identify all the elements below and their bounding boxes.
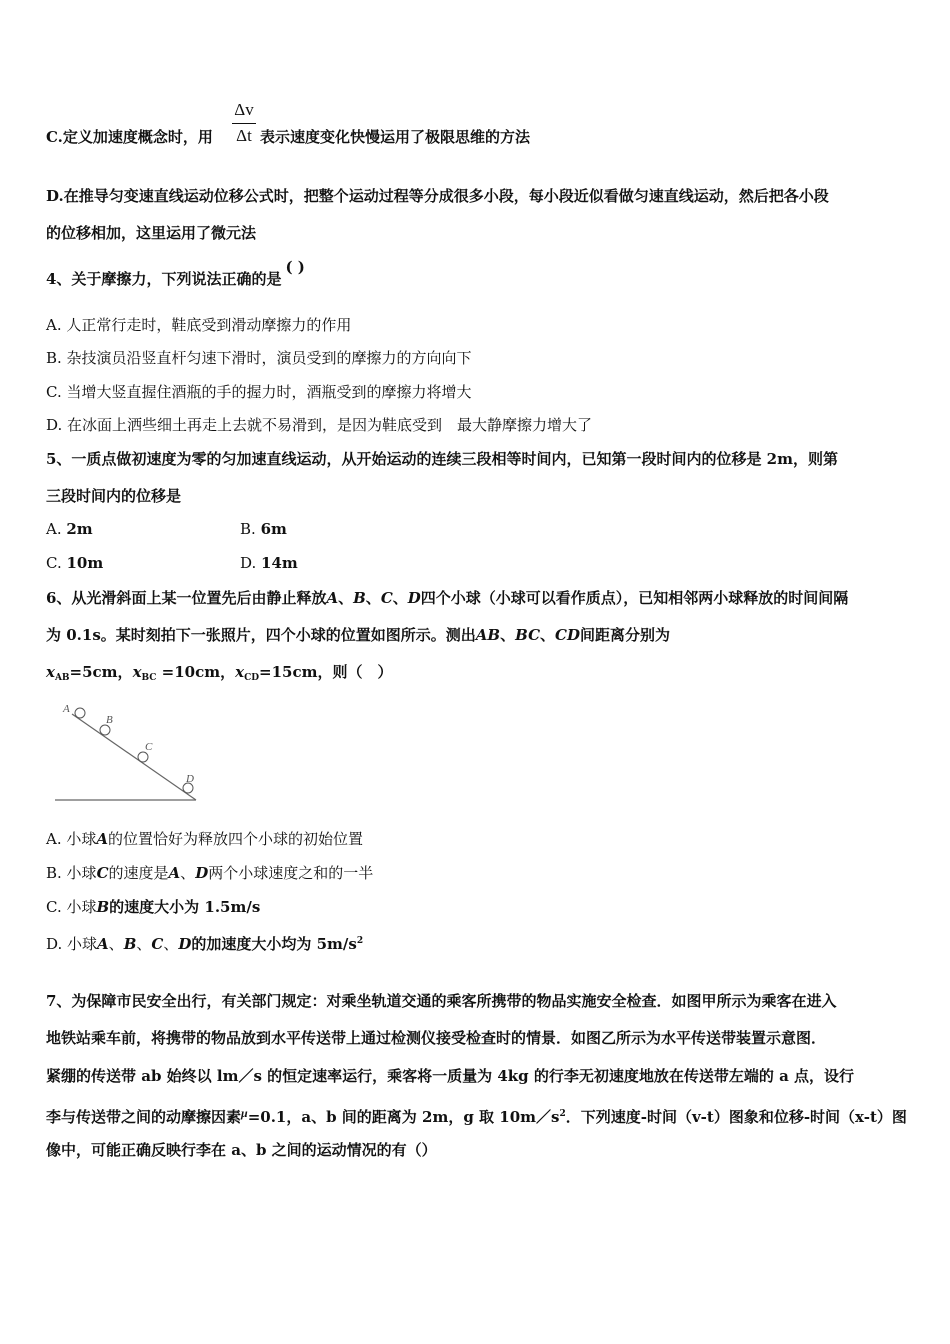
ball-a-ref: A <box>96 830 109 848</box>
segment-cd-ref: CD <box>555 626 580 644</box>
q6-opt-text: A. 小球 <box>46 830 97 848</box>
q4-option-b: B. 杂技演员沿竖直杆匀速下滑时，演员受到的摩擦力的方向向下 <box>46 349 472 367</box>
ball-b-ref: B <box>123 935 137 953</box>
x-symbol: x <box>132 663 142 681</box>
label-b: B <box>106 714 113 726</box>
q4-answer-paren: ( ) <box>285 258 305 276</box>
q7-line1: 7、为保障市民安全出行，有关部门规定：对乘坐轨道交通的乘客所携带的物品实施安全检查．如图甲所示为乘客在进入 <box>46 992 837 1010</box>
q6-text: 为 0.1s。某时刻拍下一张照片，四个小球的位置如图所示。测出 <box>46 626 476 644</box>
q6-stem-line3 <box>46 662 393 688</box>
ball-c-ref: C <box>380 589 393 607</box>
sep: 、 <box>108 935 124 953</box>
q5-option-d <box>240 553 298 573</box>
q7-line5: 像中，可能正确反映行李在 a、b 之间的运动情况的有（） <box>46 1141 437 1159</box>
label-c: C <box>145 741 153 753</box>
label-d: D <box>186 773 194 785</box>
q6-opt-text: B. 小球 <box>46 864 97 882</box>
superscript-2: 2 <box>356 936 364 946</box>
incline-line <box>72 714 196 800</box>
ball-a-ref: A <box>326 589 339 607</box>
ball-d-ref: D <box>407 589 421 607</box>
q3-option-c-pre: C.定义加速度概念时，用 <box>46 128 213 146</box>
q5-option-d-value: 14m <box>261 554 298 572</box>
sep: 、 <box>365 589 381 607</box>
sep: 、 <box>136 935 152 953</box>
q6-text: 6、从光滑斜面上某一位置先后由静止释放 <box>46 589 327 607</box>
subscript-bc: BC <box>141 673 157 683</box>
ball-c-ref: C <box>96 864 109 882</box>
q4-option-c: C. 当增大竖直握住酒瓶的手的握力时，酒瓶受到的摩擦力将增大 <box>46 383 472 401</box>
q6-stem-line1 <box>46 588 848 608</box>
q6-opt-text: D. 小球 <box>46 935 98 953</box>
q6-option-c <box>46 897 260 917</box>
q5-stem-line1: 5、一质点做初速度为零的匀加速直线运动，从开始运动的连续三段相等时间内，已知第一段时间内的位移是 2m，则第 <box>46 450 838 468</box>
ball-b <box>100 725 110 735</box>
fraction-denominator: Δt <box>236 126 252 145</box>
ball-a-ref: A <box>168 864 181 882</box>
sep: 、 <box>540 626 556 644</box>
q6-opt-text: 的位置恰好为释放四个小球的初始位置 <box>108 830 364 848</box>
q3-option-d-line2: 的位移相加，这里运用了微元法 <box>46 224 257 242</box>
subscript-ab: AB <box>54 673 70 683</box>
q7-text: =0.1，a、b 间的距离为 2m，g 取 10m／s <box>247 1108 560 1126</box>
label-a: A <box>63 703 70 715</box>
q6-option-d <box>46 931 363 954</box>
x-symbol: x <box>46 663 55 681</box>
mu-symbol: μ <box>241 1106 248 1120</box>
ball-b-ref: B <box>353 589 366 607</box>
q5-option-a-label: A. <box>46 520 67 538</box>
q5-option-a-value: 2m <box>66 520 93 538</box>
q6-opt-text: 的速度是 <box>108 864 169 882</box>
q6-option-b <box>46 863 373 883</box>
ball-b-ref: B <box>96 898 110 916</box>
q6-text: 四个小球（小球可以看作质点），已知相邻两小球释放的时间间隔 <box>420 589 849 607</box>
q6-option-a <box>46 829 363 849</box>
q7-line3: 紧绷的传送带 ab 始终以 lm／s 的恒定速率运行，乘客将一质量为 4kg 的行李无初速度地放在传送带左端的 a 点，设行 <box>46 1067 855 1085</box>
q5-option-b <box>240 519 287 539</box>
sep: 、 <box>338 589 354 607</box>
q7-text: 李与传送带之间的动摩擦因素 <box>46 1108 242 1126</box>
ball-d-ref: D <box>195 864 209 882</box>
subscript-cd: CD <box>244 673 260 683</box>
ball-d-ref: D <box>178 935 192 953</box>
incline-figure <box>50 698 210 806</box>
q5-option-c-label: C. <box>46 554 67 572</box>
q6-stem-line2 <box>46 625 670 645</box>
fraction-bar <box>232 123 256 124</box>
q5-option-b-value: 6m <box>260 520 287 538</box>
ball-c-ref: C <box>151 935 164 953</box>
value-cd: =15cm，则（ ） <box>259 663 393 681</box>
q5-option-c <box>46 553 103 573</box>
q5-option-d-label: D. <box>240 554 262 572</box>
ball-a-ref: A <box>97 935 109 953</box>
q6-opt-text: 的加速度大小均为 5m/s <box>191 935 357 953</box>
q4-stem-text: 4、关于摩擦力，下列说法正确的是 <box>46 270 282 288</box>
value-ab: =5cm， <box>69 663 133 681</box>
q7-text: ．下列速度-时间（v-t）图象和位移-时间（x-t）图 <box>565 1108 907 1126</box>
sep: 、 <box>163 935 179 953</box>
q7-line4 <box>46 1103 907 1127</box>
q4-option-a: A. 人正常行走时，鞋底受到滑动摩擦力的作用 <box>46 316 352 334</box>
sep: 、 <box>180 864 196 882</box>
q4-option-d: D. 在冰面上洒些细土再走上去就不易滑到，是因为鞋底受到 最大静摩擦力增大了 <box>46 416 593 434</box>
ball-c <box>138 752 148 762</box>
q4-stem <box>46 258 305 289</box>
superscript-2: 2 <box>559 1109 566 1119</box>
q6-text: 间距离分别为 <box>580 626 671 644</box>
delta-v-over-delta-t-fraction <box>232 100 256 146</box>
value-bc: =10cm， <box>156 663 236 681</box>
q6-opt-text: C. 小球 <box>46 898 97 916</box>
q3-option-d-line1: D.在推导匀变速直线运动位移公式时，把整个运动过程等分成很多小段，每小段近似看做匀速直线运动，然后把各小段 <box>46 187 829 205</box>
q5-option-b-label: B. <box>240 520 261 538</box>
q5-stem-line2: 三段时间内的位移是 <box>46 487 182 505</box>
sep: 、 <box>392 589 408 607</box>
segment-bc-ref: BC <box>515 626 541 644</box>
q6-opt-text: 两个小球速度之和的一半 <box>208 864 374 882</box>
sep: 、 <box>500 626 516 644</box>
ball-a <box>75 708 85 718</box>
q5-option-a <box>46 519 93 539</box>
q7-line2: 地铁站乘车前，将携带的物品放到水平传送带上通过检测仪接受检查时的情景．如图乙所示为水平传送带装置示意图． <box>46 1029 827 1047</box>
q5-option-c-value: 10m <box>66 554 104 572</box>
q3-option-c-post: 表示速度变化快慢运用了极限思维的方法 <box>260 128 531 146</box>
q6-opt-text: 的速度大小为 1.5m/s <box>109 898 261 916</box>
q3-option-c <box>46 127 213 147</box>
x-symbol: x <box>235 663 245 681</box>
fraction-numerator: Δv <box>234 100 254 119</box>
segment-ab-ref: AB <box>475 626 501 644</box>
